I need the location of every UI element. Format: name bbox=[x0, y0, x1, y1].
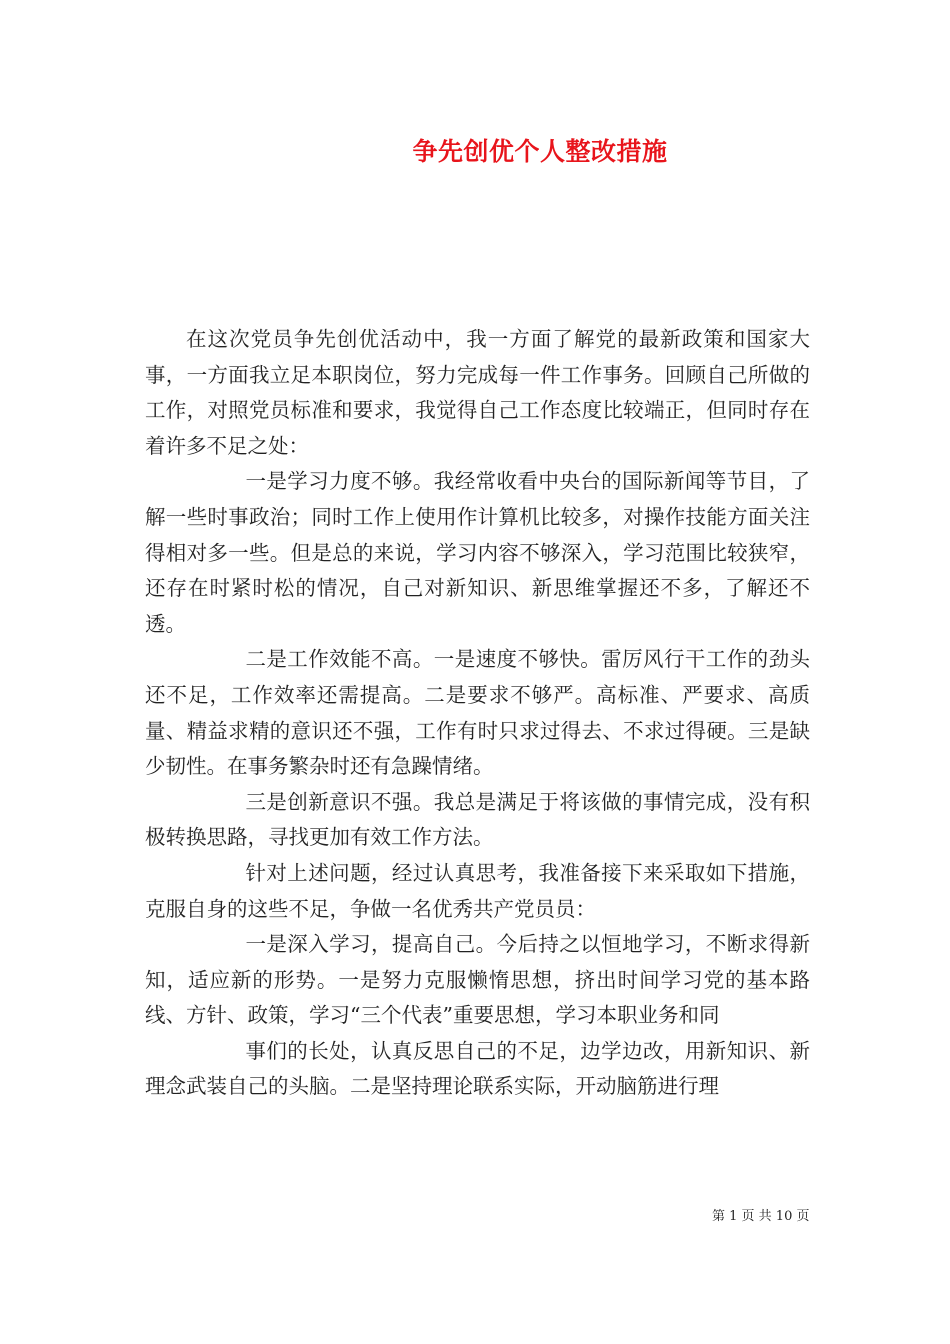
document-title: 争先创优个人整改措施 bbox=[412, 137, 668, 166]
document-body bbox=[145, 322, 810, 1105]
paragraph-measure-study: 一是深入学习，提高自己。今后持之以恒地学习，不断求得新知，适应新的形势。一是努力克服懒惰思想，挤出时间学习党的基本路线、方针、政策，学习“三个代表”重要思想，学习本职业务和同 bbox=[145, 932, 810, 1028]
paragraph-measure-study-cont: 事们的长处，认真反思自己的不足，边学边改，用新知识、新理念武装自己的头脑。二是坚持理论联系实际，开动脑筋进行理 bbox=[145, 1038, 810, 1099]
paragraph-issue-efficiency: 二是工作效能不高。一是速度不够快。雷厉风行干工作的劲头还不足，工作效率还需提高。二是要求不够严。高标准、严要求、高质量、精益求精的意识还不强，工作有时只求过得去、不求过得硬。三是缺少韧性。在事务繁杂时还有急躁情绪。 bbox=[145, 647, 810, 779]
paragraph-intro: 在这次党员争先创优活动中，我一方面了解党的最新政策和国家大事，一方面我立足本职岗位，努力完成每一件工作事务。回顾自己所做的工作，对照党员标准和要求，我觉得自己工作态度比较端正，但同时存在着许多不足之处： bbox=[145, 327, 810, 458]
paragraph-measures-intro: 针对上述问题，经过认真思考，我准备接下来采取如下措施，克服自身的这些不足，争做一名优秀共产党员员： bbox=[145, 860, 810, 921]
page-number-footer: 第 1 页 共 10 页 bbox=[712, 1209, 810, 1224]
paragraph-issue-study: 一是学习力度不够。我经常收看中央台的国际新闻等节目，了解一些时事政治；同时工作上使用作计算机比较多，对操作技能方面关注得相对多一些。但是总的来说，学习内容不够深入，学习范围比较狭窄，还存在时紧时松的情况，自己对新知识、新思维掌握还不多，了解还不透。 bbox=[145, 469, 810, 636]
paragraph-issue-innovation: 三是创新意识不强。我总是满足于将该做的事情完成，没有积极转换思路，寻找更加有效工作方法。 bbox=[145, 789, 810, 850]
